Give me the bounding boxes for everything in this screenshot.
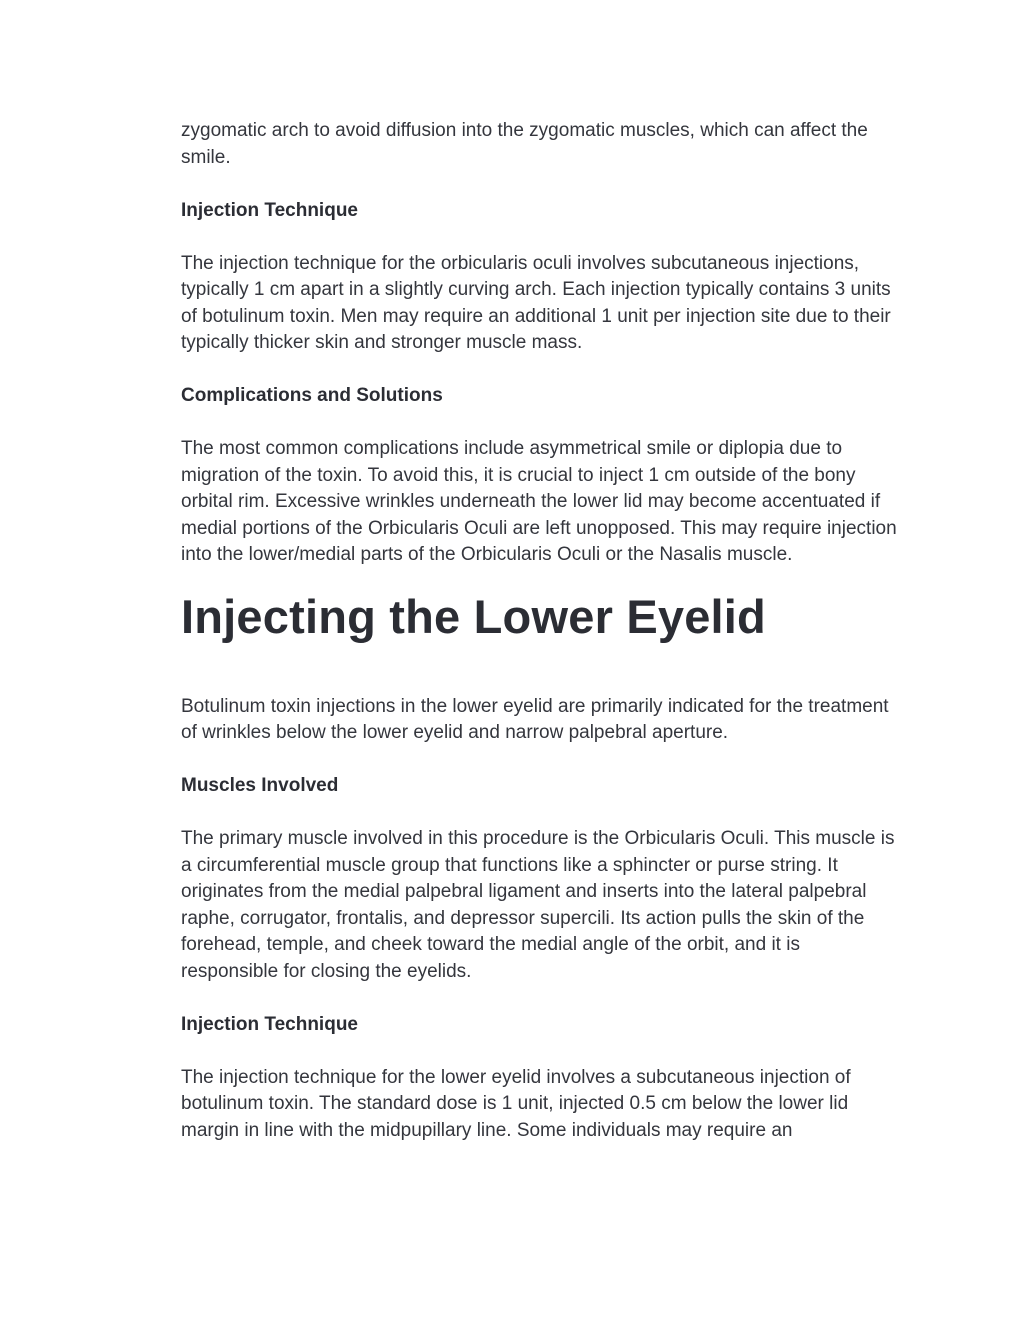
paragraph-orbicularis-technique: The injection technique for the orbicularis oculi involves subcutaneous injections, typically 1 cm apart in a slightly curving arch. Each injection typically contains 3 units of botulinum toxin. Men may require an additional 1 unit per injection site due to their typically thicker skin and stronger muscle mass. [181,252,891,353]
subheading-muscles-involved: Muscles Involved [181,775,339,796]
paragraph-muscles: The primary muscle involved in this procedure is the Orbicularis Oculi. This muscle is a circumferential muscle group that functions like a sphincter or purse string. It originates from the medial palpebral ligament and inserts into the lateral palpebral raphe, corrugator, frontalis, and depressor supercili. Its action pulls the skin of the forehead, temple, and cheek toward the medial angle of the orbit, and it is responsible for closing the eyelids. [181,828,895,982]
paragraph-lower-eyelid-intro: Botulinum toxin injections in the lower eyelid are primarily indicated for the treatment of wrinkles below the lower eyelid and narrow palpebral aperture. [181,695,889,743]
paragraph-lower-eyelid-technique: The injection technique for the lower eyelid involves a subcutaneous injection of botulinum toxin. The standard dose is 1 unit, injected 0.5 cm below the lower lid margin in line with the midpupillary line. Some individuals may require an [181,1066,851,1141]
paragraph-zygomatic: zygomatic arch to avoid diffusion into the zygomatic muscles, which can affect the smile. [181,120,868,168]
document-page [181,118,901,1144]
section-heading-lower-eyelid: Injecting the Lower Eyelid [181,589,766,643]
subheading-injection-technique: Injection Technique [181,199,358,221]
subheading-complications: Complications and Solutions [181,385,443,406]
paragraph-complications: The most common complications include asymmetrical smile or diplopia due to migration of the toxin. To avoid this, it is crucial to inject 1 cm outside of the bony orbital rim. Excessive wrinkles underneath the lower lid may become accentuated if medial portions of the Orbicularis Oculi are left unopposed. This may require injection into the lower/medial parts of the Orbicularis Oculi or the Nasalis muscle. [181,438,897,565]
subheading-injection-technique-2: Injection Technique [181,1013,358,1035]
